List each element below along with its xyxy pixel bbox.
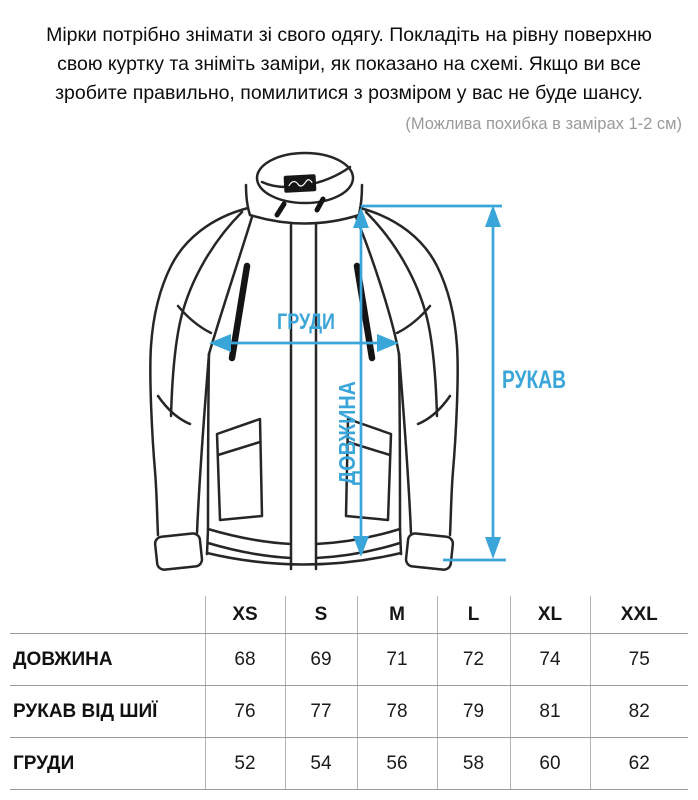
table-row: [10, 686, 688, 738]
left-pocket: [217, 419, 262, 520]
left-cuff: [154, 533, 202, 571]
chest-measure-label: ГРУДИ: [277, 309, 335, 334]
intro-paragraph: [0, 0, 698, 108]
row-label: ДОВЖИНА: [10, 634, 205, 686]
jacket-outline: [150, 153, 457, 570]
size-cell: 78: [357, 686, 437, 738]
size-cell: 74: [510, 634, 590, 686]
length-measure-label: ДОВЖИНА: [334, 364, 360, 485]
intro-line: Мірки потрібно знімати зі свого одягу. Покладіть на рівну поверхню: [46, 24, 652, 46]
size-cell: 81: [510, 686, 590, 738]
intro-line: зробите правильно, помилитися з розміром у вас не буде шансу.: [55, 82, 643, 104]
table-row: [10, 738, 688, 790]
size-column-header: XXL: [590, 596, 688, 634]
size-cell: 68: [205, 634, 285, 686]
intro-line: свою куртку та зніміть заміри, як показано на схемі. Якщо ви все: [57, 53, 641, 75]
row-label: ГРУДИ: [10, 738, 205, 790]
row-label: РУКАВ ВІД ШИЇ: [10, 686, 205, 738]
tolerance-note: (Можлива похибка в замірах 1-2 см): [405, 115, 682, 133]
size-column-header: S: [285, 596, 357, 634]
size-cell: 54: [285, 738, 357, 790]
size-cell: 71: [357, 634, 437, 686]
size-cell: 79: [437, 686, 510, 738]
collar-base: [250, 215, 359, 224]
size-cell: 58: [437, 738, 510, 790]
size-cell: 75: [590, 634, 688, 686]
size-cell: 52: [205, 738, 285, 790]
table-row: [10, 634, 688, 686]
size-column-header: XS: [205, 596, 285, 634]
right-cuff: [405, 533, 453, 571]
collar-mark: [317, 199, 323, 210]
brand-label: [284, 174, 317, 193]
sleeve-arrow: [485, 205, 501, 559]
size-table-header-row: [10, 596, 688, 634]
size-cell: 82: [590, 686, 688, 738]
size-cell: 76: [205, 686, 285, 738]
size-column-header: L: [437, 596, 510, 634]
collar-mark: [277, 204, 284, 215]
size-table: [10, 596, 688, 790]
jacket-measurement-diagram: [0, 144, 698, 596]
sleeve-measure-label: РУКАВ: [502, 366, 566, 394]
jacket-diagram-svg: [0, 144, 698, 596]
size-cell: 62: [590, 738, 688, 790]
size-cell: 69: [285, 634, 357, 686]
size-cell: 56: [357, 738, 437, 790]
jacket-hem: [207, 553, 401, 565]
corner-cell: [10, 596, 205, 634]
size-cell: 60: [510, 738, 590, 790]
size-cell: 77: [285, 686, 357, 738]
size-cell: 72: [437, 634, 510, 686]
size-column-header: M: [357, 596, 437, 634]
size-column-header: XL: [510, 596, 590, 634]
